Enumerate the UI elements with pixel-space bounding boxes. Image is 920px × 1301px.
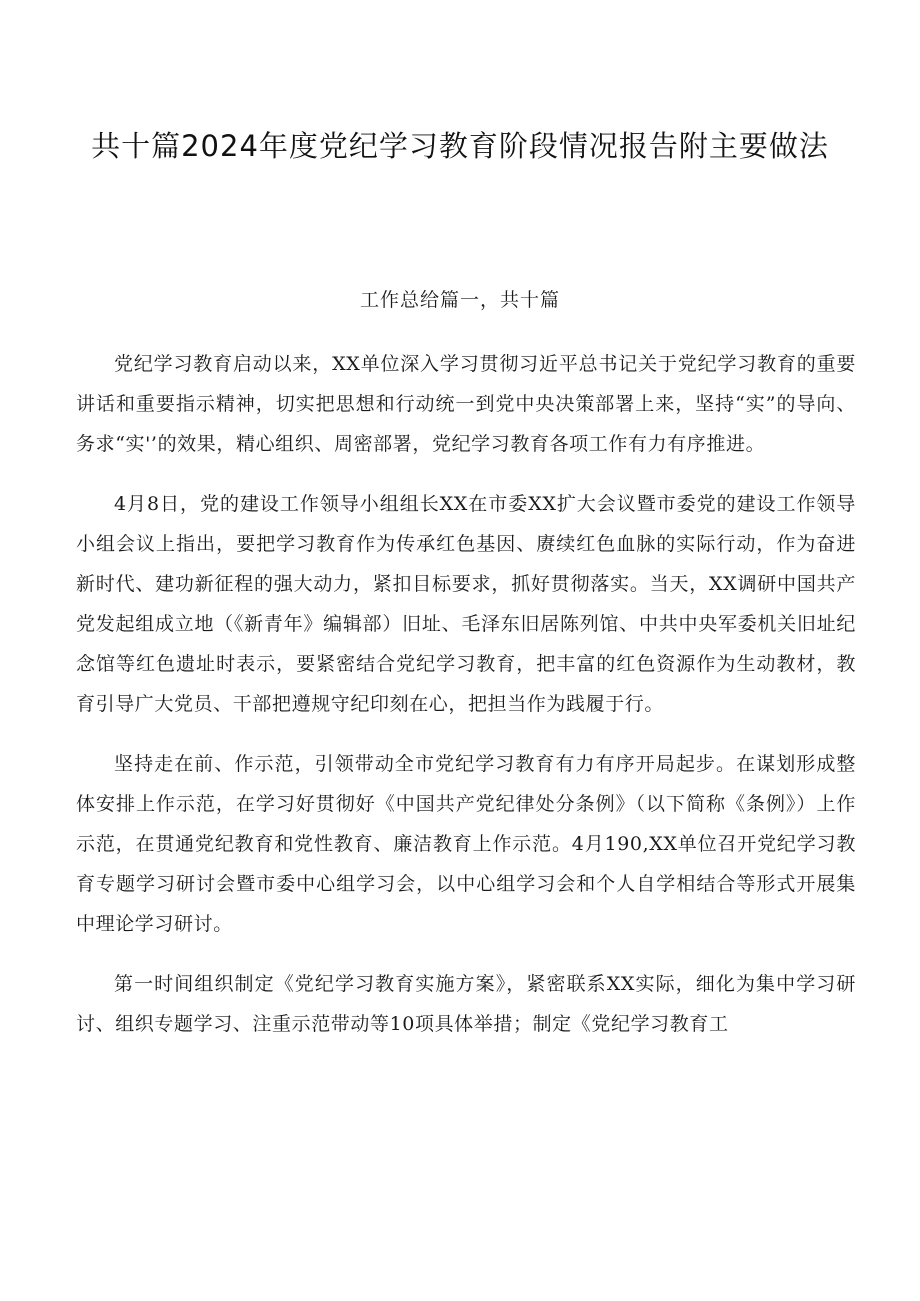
section-heading: 工作总给篇一，共十篇 — [359, 289, 560, 311]
paragraph: 坚持走在前、作示范，引领带动全市党纪学习教育有力有序开局起步。在谋划形成整体安排上作示范，在学习好贯彻好《中国共产党纪律处分条例》（以下简称《条例》）上作示范，在贯通党纪教育和党性教育、廉洁教育上作示范。4月190,XX单位召开党纪学习教育专题学习研讨会暨市委中心组学习会，以中心组学习会和个人自学相结合等形式开展集中理论学习研讨。 — [76, 753, 856, 935]
paragraph: 第一时间组织制定《党纪学习教育实施方案》，紧密联系XX实际，细化为集中学习研讨、组织专题学习、注重示范带动等10项具体举措；制定《党纪学习教育工 — [76, 973, 856, 1035]
document-title: 共十篇2024年度党纪学习教育阶段情况报告附主要做法 — [91, 129, 829, 163]
document-body — [76, 344, 856, 1064]
paragraph: 党纪学习教育启动以来，XX单位深入学习贯彻习近平总书记关于党纪学习教育的重要讲话和重要指示精神，切实把思想和行动统一到党中央决策部署上来，坚持“实”的导向、务求“实'’的效果，精心组织、周密部署，党纪学习教育各项工作有力有序推进。 — [76, 353, 856, 455]
paragraph: 4月8日，党的建设工作领导小组组长XX在市委XX扩大会议暨市委党的建设工作领导小组会议上指出，要把学习教育作为传承红色基因、赓续红色血脉的实际行动，作为奋进新时代、建功新征程的强大动力，紧扣目标要求，抓好贯彻落实。当天，XX调研中国共产党发起组成立地（《新青年》编辑部）旧址、毛泽东旧居陈列馆、中共中央军委机关旧址纪念馆等红色遗址时表示，要紧密结合党纪学习教育，把丰富的红色资源作为生动教材，教育引导广大党员、干部把遵规守纪印刻在心，把担当作为践履于行。 — [76, 493, 856, 715]
